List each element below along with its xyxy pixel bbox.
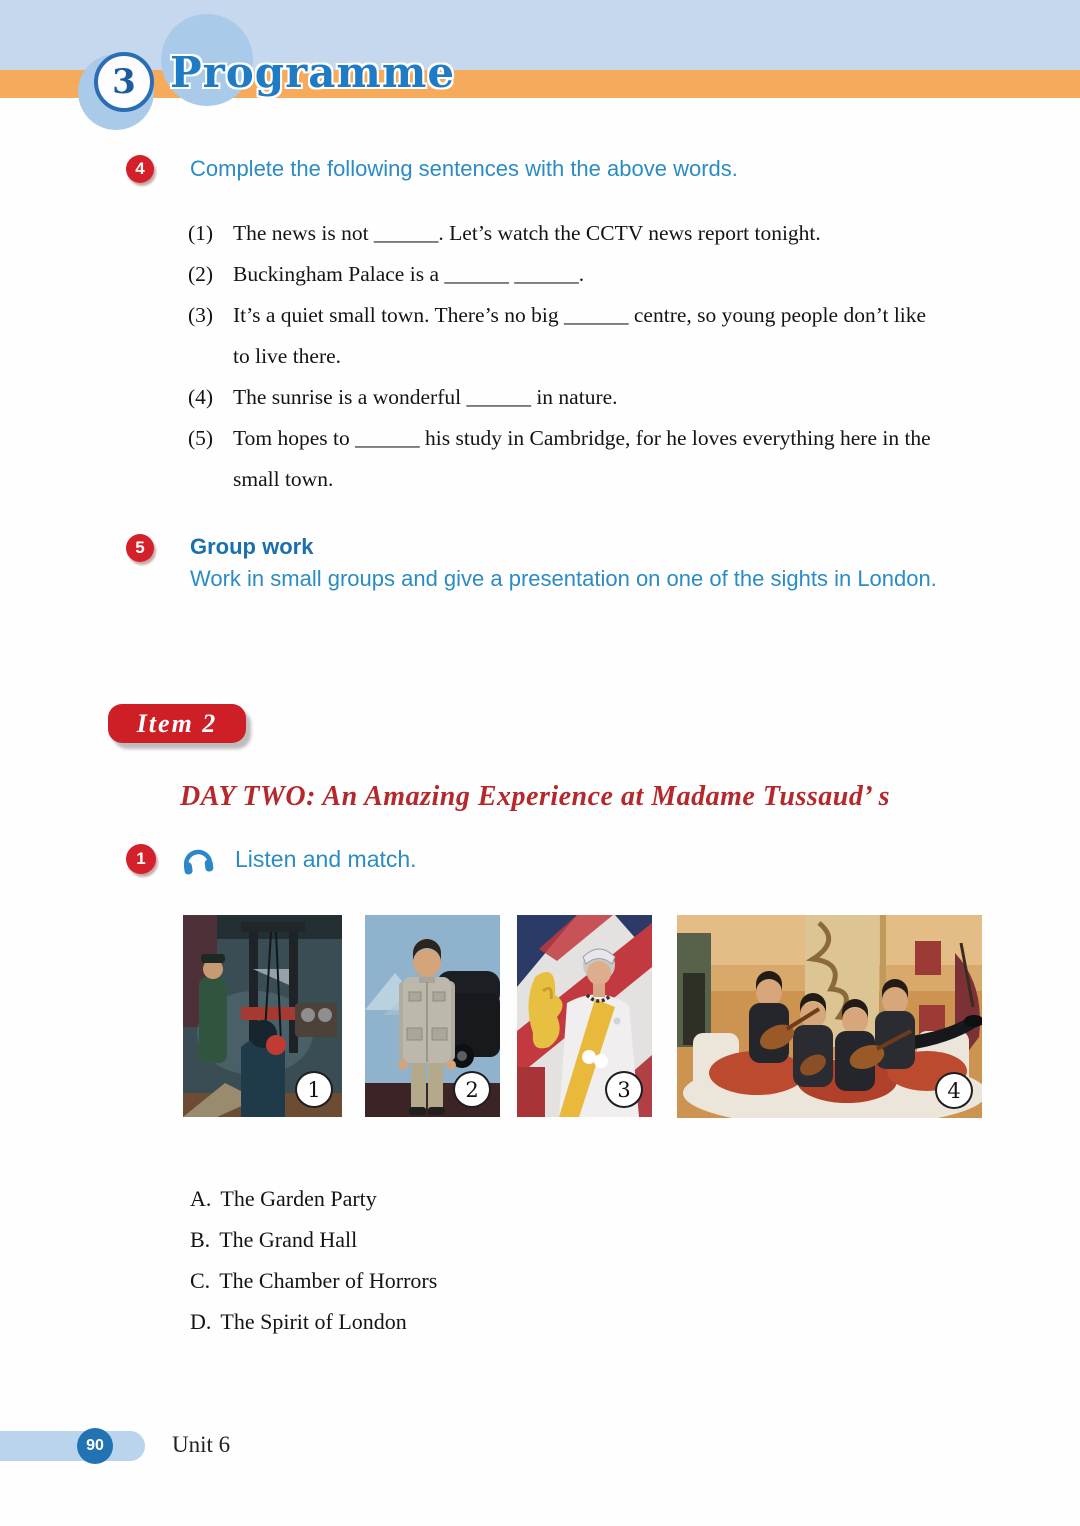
footer-page-bar	[0, 1431, 145, 1461]
sentence-number: (3)	[188, 303, 214, 327]
photo-number-badge	[935, 1072, 973, 1109]
photo-number-badge	[295, 1071, 333, 1108]
sentence-number: (5)	[188, 426, 214, 450]
sentence-item	[188, 418, 958, 500]
sentence-item	[188, 377, 958, 418]
match-option	[190, 1178, 437, 1219]
photo-deng-xiaoping-wax-figure	[365, 915, 500, 1117]
sentence-text: The news is not ______. Let’s watch the CCTV news report tonight.	[233, 221, 821, 245]
sentence-item	[188, 213, 958, 254]
page-number-badge	[77, 1428, 113, 1464]
headphones-icon	[180, 843, 217, 882]
option-letter: B.	[190, 1227, 211, 1252]
sentence-number: (2)	[188, 262, 214, 286]
photo-number: 4	[947, 1078, 961, 1103]
item-2-label: Item 2	[136, 708, 218, 738]
match-option-list	[190, 1178, 437, 1342]
sentence-item	[188, 254, 958, 295]
group-work-description: Work in small groups and give a presentation on one of the sights in London.	[190, 566, 937, 591]
exercise-5-badge	[126, 534, 154, 562]
page-number: 90	[86, 1437, 104, 1454]
photo-number: 2	[465, 1077, 479, 1102]
photo-queen-elizabeth-wax-figure	[517, 915, 652, 1117]
photo-chamber-of-horrors	[183, 915, 342, 1117]
sentence-text: Buckingham Palace is a ______ ______.	[233, 262, 585, 286]
photo-number: 1	[307, 1077, 321, 1102]
sentence-text: The sunrise is a wonderful ______ in nature.	[233, 385, 618, 409]
exercise-4-badge	[126, 155, 154, 183]
sentence-item	[188, 295, 958, 377]
exercise-4-instruction: Complete the following sentences with the above words.	[190, 156, 738, 181]
option-letter: C.	[190, 1268, 211, 1293]
exercise-1-number: 1	[136, 849, 146, 868]
photo-number-badge	[605, 1071, 643, 1108]
photo-number-badge	[453, 1071, 491, 1108]
header-accent-bar	[0, 70, 1080, 98]
photo-number: 3	[617, 1077, 631, 1102]
match-option	[190, 1260, 437, 1301]
exercise-5-number: 5	[135, 538, 145, 557]
exercise-4-number: 4	[135, 159, 145, 178]
section-number: 3	[112, 62, 136, 102]
day-two-heading: DAY TWO: An Amazing Experience at Madame Tussaud’ s	[180, 781, 890, 812]
option-text: The Chamber of Horrors	[219, 1268, 438, 1293]
option-letter: A.	[190, 1186, 212, 1211]
option-text: The Garden Party	[220, 1186, 377, 1211]
item-2-badge	[108, 704, 246, 743]
photo-beatles-wax-figures	[677, 915, 982, 1118]
group-work-title: Group work	[190, 534, 314, 559]
sentence-text: Tom hopes to ______ his study in Cambridge, for he loves everything here in the small town.	[233, 426, 931, 491]
listen-and-match-instruction: Listen and match.	[235, 846, 417, 872]
page-title: Programme	[170, 48, 456, 97]
match-option	[190, 1219, 437, 1260]
sentence-number: (1)	[188, 221, 214, 245]
sentence-text: It’s a quiet small town. There’s no big ______ centre, so young people don’t like to live there.	[233, 303, 927, 368]
sentence-list	[188, 213, 958, 500]
option-text: The Spirit of London	[220, 1309, 407, 1334]
option-text: The Grand Hall	[219, 1227, 358, 1252]
match-option	[190, 1301, 437, 1342]
unit-label: Unit 6	[172, 1432, 231, 1457]
section-number-badge	[94, 52, 154, 112]
exercise-1-badge	[126, 844, 156, 874]
option-letter: D.	[190, 1309, 212, 1334]
sentence-number: (4)	[188, 385, 214, 409]
